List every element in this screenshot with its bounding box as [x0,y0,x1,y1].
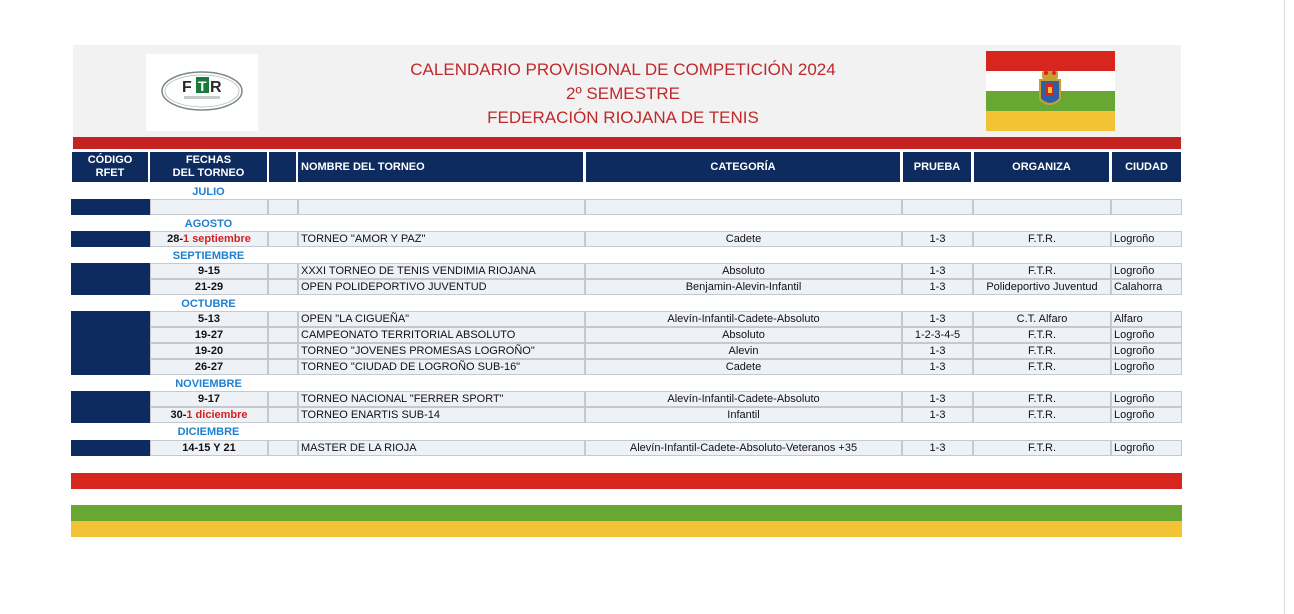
nombre-cell [298,199,585,215]
organiza-cell: F.T.R. [973,440,1111,456]
fechas-start: 30- [170,409,187,421]
nombre-cell: CAMPEONATO TERRITORIAL ABSOLUTO [298,327,585,343]
blank-cell [268,391,298,407]
column-header-prueba: PRUEBA [903,152,971,182]
fechas-cell [150,199,268,215]
nombre-cell: TORNEO "JOVENES PROMESAS LOGROÑO" [298,343,585,359]
title-line-2: 2º SEMESTRE [566,84,680,103]
column-header-fechas [150,152,267,182]
ciudad-cell: Alfaro [1111,311,1182,327]
column-header-organiza: ORGANIZA [974,152,1109,182]
table-row [71,391,1182,407]
svg-text:R: R [210,79,222,96]
svg-text:F: F [182,79,192,96]
codigo-cell [71,279,150,295]
fechas-cell: 9-17 [150,391,268,407]
column-header-ciudad: CIUDAD [1112,152,1181,182]
fechas-label-1: FECHAS [185,154,232,166]
prueba-cell [902,199,973,215]
organiza-cell: F.T.R. [973,343,1111,359]
table-row [71,440,1182,456]
month-label-julio: JULIO [192,186,225,198]
footer-green-band [71,505,1182,521]
table-row [71,311,1182,327]
ciudad-cell: Logroño [1111,263,1182,279]
fechas-cell: 14-15 Y 21 [150,440,268,456]
blank-cell [268,327,298,343]
footer-red-band [71,473,1182,489]
nombre-cell: OPEN "LA CIGUEÑA" [298,311,585,327]
ciudad-cell: Logroño [1111,407,1182,423]
categoria-cell: Alevin [585,343,902,359]
nombre-cell: TORNEO ENARTIS SUB-14 [298,407,585,423]
prueba-cell: 1-3 [902,391,973,407]
codigo-cell [71,391,150,407]
prueba-cell: 1-3 [902,311,973,327]
column-header-categoria: CATEGORÍA [586,152,900,182]
prueba-cell: 1-3 [902,407,973,423]
blank-cell [268,231,298,247]
month-label-noviembre: NOVIEMBRE [175,378,242,390]
ftr-logo [146,54,258,131]
nombre-cell: TORNEO "AMOR Y PAZ" [298,231,585,247]
organiza-cell: F.T.R. [973,407,1111,423]
prueba-cell: 1-2-3-4-5 [902,327,973,343]
fechas-cell [150,407,268,423]
nombre-cell: TORNEO NACIONAL "FERRER SPORT" [298,391,585,407]
header-red-bar [73,137,1181,149]
ciudad-cell [1111,199,1182,215]
ciudad-cell: Logroño [1111,391,1182,407]
organiza-cell: C.T. Alfaro [973,311,1111,327]
blank-cell [268,359,298,375]
categoria-cell [585,199,902,215]
ciudad-cell: Logroño [1111,231,1182,247]
codigo-cell [71,311,150,327]
prueba-cell: 1-3 [902,359,973,375]
nombre-cell: TORNEO "CIUDAD DE LOGROÑO SUB-16" [298,359,585,375]
blank-cell [268,311,298,327]
fechas-cell: 19-27 [150,327,268,343]
blank-cell [268,343,298,359]
categoria-cell: Alevín-Infantil-Cadete-Absoluto-Veteranos +35 [585,440,902,456]
month-label-septiembre: SEPTIEMBRE [172,250,245,262]
flag-yellow-stripe [986,111,1115,131]
ciudad-cell: Logroño [1111,327,1182,343]
blank-cell [268,263,298,279]
codigo-cell [71,343,150,359]
ciudad-cell: Logroño [1111,359,1182,375]
column-header-codigo [72,152,148,182]
ciudad-cell: Logroño [1111,343,1182,359]
fechas-end: 1 diciembre [186,409,248,421]
title-line-3: FEDERACIÓN RIOJANA DE TENIS [487,108,759,127]
month-label-octubre: OCTUBRE [181,298,236,310]
table-row [71,407,1182,423]
fechas-start: 28- [167,233,184,245]
fechas-cell: 9-15 [150,263,268,279]
nombre-cell: MASTER DE LA RIOJA [298,440,585,456]
organiza-cell: F.T.R. [973,391,1111,407]
codigo-cell [71,440,150,456]
categoria-cell: Alevín-Infantil-Cadete-Absoluto [585,391,902,407]
categoria-cell: Benjamin-Alevin-Infantil [585,279,902,295]
organiza-cell [973,199,1111,215]
prueba-cell: 1-3 [902,263,973,279]
month-label-agosto: AGOSTO [184,218,233,230]
organiza-cell: F.T.R. [973,263,1111,279]
prueba-cell: 1-3 [902,343,973,359]
codigo-cell [71,199,150,215]
column-header-blank [269,152,296,182]
categoria-cell: Cadete [585,231,902,247]
codigo-label-1: CÓDIGO [87,154,133,166]
flag-red-stripe [986,51,1115,71]
page-edge [1284,0,1285,614]
coat-of-arms-icon [1034,69,1066,111]
organiza-cell: F.T.R. [973,231,1111,247]
prueba-cell: 1-3 [902,279,973,295]
organiza-cell: F.T.R. [973,327,1111,343]
blank-cell [268,199,298,215]
categoria-cell: Absoluto [585,263,902,279]
la-rioja-flag [986,51,1115,131]
categoria-cell: Absoluto [585,327,902,343]
fechas-cell: 5-13 [150,311,268,327]
categoria-cell: Infantil [585,407,902,423]
codigo-cell [71,327,150,343]
table-row [71,343,1182,359]
table-row [71,279,1182,295]
blank-cell [268,279,298,295]
prueba-cell: 1-3 [902,231,973,247]
document-title [330,58,916,130]
nombre-cell: XXXI TORNEO DE TENIS VENDIMIA RIOJANA [298,263,585,279]
ciudad-cell: Calahorra [1111,279,1182,295]
fechas-cell: 21-29 [150,279,268,295]
codigo-cell [71,231,150,247]
blank-cell [268,407,298,423]
prueba-cell: 1-3 [902,440,973,456]
codigo-cell [71,359,150,375]
categoria-cell: Alevín-Infantil-Cadete-Absoluto [585,311,902,327]
codigo-label-2: RFET [95,167,125,179]
codigo-cell [71,263,150,279]
blank-cell [268,440,298,456]
table-row [71,231,1182,247]
fechas-label-2: DEL TORNEO [172,167,245,179]
table-row [71,359,1182,375]
fechas-cell [150,231,268,247]
table-row [71,199,1182,215]
month-label-diciembre: DICIEMBRE [177,426,240,438]
ciudad-cell: Logroño [1111,440,1182,456]
fechas-cell: 19-20 [150,343,268,359]
table-row [71,327,1182,343]
title-line-1: CALENDARIO PROVISIONAL DE COMPETICIÓN 2024 [410,60,836,79]
categoria-cell: Cadete [585,359,902,375]
codigo-cell [71,407,150,423]
fechas-cell: 26-27 [150,359,268,375]
fechas-end: 1 septiembre [183,233,251,245]
column-header-nombre: NOMBRE DEL TORNEO [298,152,583,182]
organiza-cell: F.T.R. [973,359,1111,375]
footer-yellow-band [71,521,1182,537]
nombre-cell: OPEN POLIDEPORTIVO JUVENTUD [298,279,585,295]
svg-text:T: T [198,78,207,94]
organiza-cell: Polideportivo Juventud [973,279,1111,295]
table-row [71,263,1182,279]
